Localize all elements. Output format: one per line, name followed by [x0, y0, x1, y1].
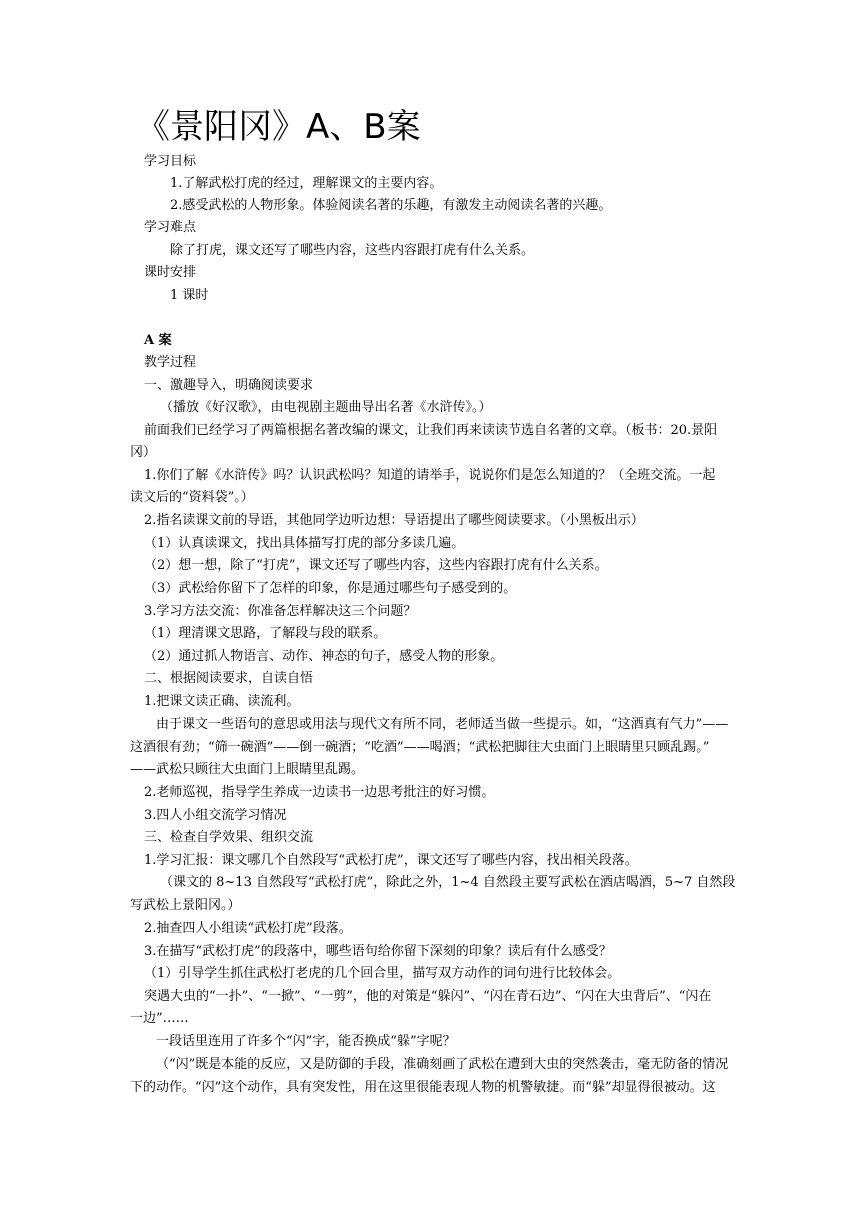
step-2-heading: 二、根据阅读要求，自读自悟	[144, 671, 314, 686]
paragraph: 一段话里连用了许多个“闪”字，能否换成“躲”字呢？	[156, 1034, 456, 1049]
list-item: （1）认真读课文，找出具体描写打虎的部分多读几遍。	[144, 536, 465, 551]
document-title: 《景阳冈》A、B案	[136, 107, 421, 147]
paragraph: （播放《好汉歌》，由电视剧主题曲导出名著《水浒传》。）	[160, 400, 492, 415]
list-item: （3）武松给你留下了怎样的印象，你是通过哪些句子感受到的。	[144, 581, 517, 596]
list-item: （2）通过抓人物语言、动作、神态的句子，感受人物的形象。	[144, 649, 504, 664]
section-a-heading: A 案	[144, 333, 172, 348]
paragraph: 下的动作。“闪”这个动作，具有突发性，用在这里很能表现人物的机警敏捷。而“躲”却显得很被动。这	[130, 1080, 716, 1095]
paragraph: ——武松只顾往大虫面门上眼睛里乱踢。	[130, 762, 365, 777]
goal-2: 2.感受武松的人物形象。体验阅读名著的乐趣，有激发主动阅读名著的兴趣。	[170, 198, 612, 213]
paragraph: 读文后的“资料袋”。）	[130, 490, 254, 505]
paragraph: 1.你们了解《水浒传》吗？认识武松吗？知道的请举手，说说你们是怎么知道的？（全班交流。一起	[144, 468, 716, 483]
heading-learning-goals: 学习目标	[144, 154, 197, 169]
list-item: （1）引导学生抓住武松打老虎的几个回合里，描写双方动作的词句进行比较体会。	[144, 966, 621, 981]
paragraph: （课文的 8~13 自然段写“武松打虎”，除此之外，1~4 自然段主要写武松在酒店喝酒，5~7 自然段	[160, 875, 736, 890]
paragraph: 前面我们已经学习了两篇根据名著改编的课文，让我们再来读读节选自名著的文章。（板书：20.景阳	[144, 423, 718, 438]
paragraph: 2.抽查四人小组读“武松打虎”段落。	[144, 921, 352, 936]
paragraph: 3.学习方法交流：你准备怎样解决这三个问题？	[144, 604, 417, 619]
step-3-heading: 三、检查自学效果、组织交流	[144, 830, 314, 845]
paragraph: 1.学习汇报：课文哪几个自然段写“武松打虎”，课文还写了哪些内容，找出相关段落。	[144, 853, 638, 868]
difficulty-text: 除了打虎，课文还写了哪些内容，这些内容跟打虎有什么关系。	[170, 243, 535, 258]
paragraph: 1.把课文读正确、读流利。	[144, 694, 300, 709]
paragraph: 2.指名读课文前的导语，其他同学边听边想：导语提出了哪些阅读要求。（小黑板出示）	[144, 513, 644, 528]
paragraph: 2.老师巡视，指导学生养成一边读书一边思考批注的好习惯。	[144, 785, 495, 800]
paragraph: 写武松上景阳冈。）	[130, 898, 241, 913]
heading-process: 教学过程	[144, 355, 197, 370]
paragraph: 3.在描写“武松打虎”的段落中，哪些语句给你留下深刻的印象？读后有什么感受？	[144, 944, 612, 959]
paragraph: 突遇大虫的“一扑”、“一掀”、“一剪”，他的对策是“躲闪”、“闪在青石边”、“闪在大虫背后”、“闪在	[144, 989, 712, 1004]
paragraph: 一边”……	[130, 1011, 189, 1026]
goal-1: 1.了解武松打虎的经过，理解课文的主要内容。	[170, 176, 443, 191]
paragraph: （“闪”既是本能的反应，又是防御的手段，准确刻画了武松在遭到大虫的突然袭击，毫无防备的情况	[156, 1057, 729, 1072]
heading-schedule: 课时安排	[144, 265, 197, 280]
list-item: （1）理清课文思路，了解段与段的联系。	[144, 626, 387, 641]
paragraph: 冈）	[130, 445, 157, 460]
paragraph: 这酒很有劲；“筛一碗酒”——倒一碗酒；“吃酒”——喝酒；“武松把脚往大虫面门上眼睛里只顾乱踢。”	[130, 740, 710, 755]
heading-difficulty: 学习难点	[144, 220, 197, 235]
schedule-text: 1 课时	[170, 288, 209, 303]
list-item: （2）想一想，除了“打虎”，课文还写了哪些内容，这些内容跟打虎有什么关系。	[144, 558, 608, 573]
paragraph: 由于课文一些语句的意思或用法与现代文有所不同，老师适当做一些提示。如，“这酒真有气力”——	[156, 717, 729, 732]
step-1-heading: 一、激趣导入，明确阅读要求	[144, 378, 314, 393]
paragraph: 3.四人小组交流学习情况	[144, 808, 287, 823]
